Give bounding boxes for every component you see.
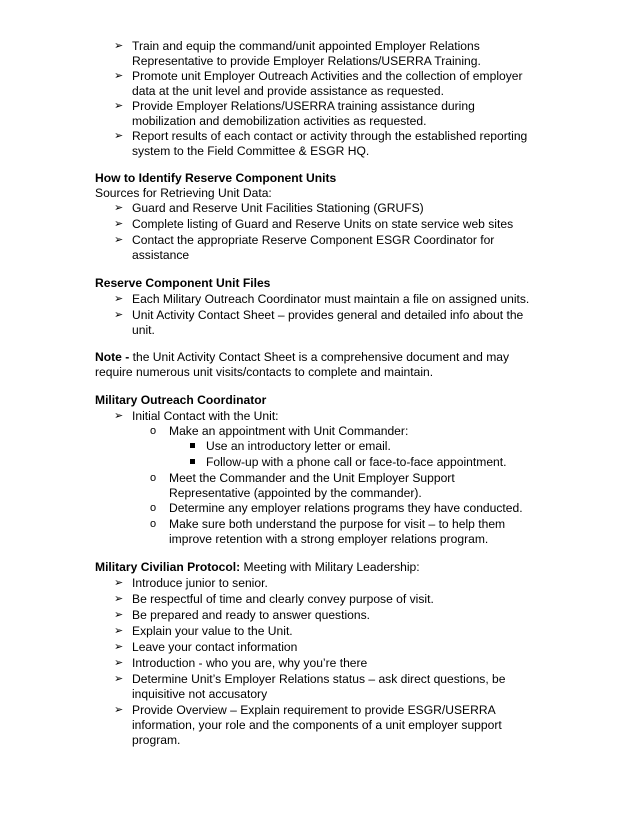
arrow-bullet-icon: ➢ [114, 673, 124, 685]
section-heading-bold: Military Civilian Protocol: [95, 560, 241, 574]
section-heading-rest: Meeting with Military Leadership: [240, 560, 420, 574]
arrow-bullet-icon: ➢ [114, 234, 124, 246]
list-item-line: Follow-up with a phone call or face-to-face appointment. [206, 455, 507, 469]
list-item-line: system to the Field Committee & ESGR HQ. [132, 144, 370, 158]
list-item-line: Each Military Outreach Coordinator must maintain a file on assigned units. [132, 292, 530, 306]
list-item-line: Initial Contact with the Unit: [132, 409, 279, 423]
note-text: the Unit Activity Contact Sheet is a comprehensive document and may [129, 350, 510, 364]
list-item-line: Representative (appointed by the commander). [169, 486, 422, 500]
list-item-line: Unit Activity Contact Sheet – provides general and detailed info about the [132, 308, 524, 322]
section-subheading: Sources for Retrieving Unit Data: [95, 186, 272, 200]
list-item-line: Contact the appropriate Reserve Component ESGR Coordinator for [132, 233, 495, 247]
note-line: require numerous unit visits/contacts to complete and maintain. [95, 365, 434, 379]
list-item-line: Representative to provide Employer Relations/USERRA Training. [132, 54, 481, 68]
arrow-bullet-icon: ➢ [114, 202, 124, 214]
arrow-bullet-icon: ➢ [114, 218, 124, 230]
list-item-line: Make sure both understand the purpose for visit – to help them [169, 517, 506, 531]
arrow-bullet-icon: ➢ [114, 410, 124, 422]
list-item-line: Complete listing of Guard and Reserve Units on state service web sites [132, 217, 514, 231]
note-line [95, 350, 509, 365]
circle-bullet-icon: o [150, 472, 157, 484]
section-heading: How to Identify Reserve Component Units [95, 171, 337, 185]
list-item-line: unit. [132, 323, 155, 337]
list-item-line: Be respectful of time and clearly convey purpose of visit. [132, 592, 434, 606]
list-item-line: Provide Employer Relations/USERRA training assistance during [132, 99, 475, 113]
list-item-line: Train and equip the command/unit appointed Employer Relations [132, 39, 480, 53]
arrow-bullet-icon: ➢ [114, 625, 124, 637]
list-item-line: Promote unit Employer Outreach Activities and the collection of employer [132, 69, 523, 83]
list-item-line: Be prepared and ready to answer questions. [132, 608, 370, 622]
list-item-line: Make an appointment with Unit Commander: [169, 424, 409, 438]
list-item-line: information, your role and the components of a unit employer support [132, 718, 502, 732]
list-item-line: Report results of each contact or activity through the established reporting [132, 129, 528, 143]
arrow-bullet-icon: ➢ [114, 309, 124, 321]
section-heading [95, 560, 420, 575]
list-item-line: data at the unit level and provide assistance as requested. [132, 84, 444, 98]
arrow-bullet-icon: ➢ [114, 593, 124, 605]
square-bullet-icon [190, 459, 195, 464]
list-item-line: Determine Unit’s Employer Relations status – ask direct questions, be [132, 672, 506, 686]
section-heading: Military Outreach Coordinator [95, 393, 267, 407]
list-item-line: Determine any employer relations programs they have conducted. [169, 501, 523, 515]
arrow-bullet-icon: ➢ [114, 657, 124, 669]
arrow-bullet-icon: ➢ [114, 641, 124, 653]
list-item-line: program. [132, 733, 181, 747]
list-item-line: Guard and Reserve Unit Facilities Stationing (GRUFS) [132, 201, 424, 215]
arrow-bullet-icon: ➢ [114, 70, 124, 82]
list-item-line: assistance [132, 248, 190, 262]
arrow-bullet-icon: ➢ [114, 577, 124, 589]
arrow-bullet-icon: ➢ [114, 100, 124, 112]
list-item-line: mobilization and demobilization activities as requested. [132, 114, 427, 128]
section-heading: Reserve Component Unit Files [95, 276, 271, 290]
arrow-bullet-icon: ➢ [114, 130, 124, 142]
list-item-line: inquisitive not accusatory [132, 687, 268, 701]
list-item-line: Leave your contact information [132, 640, 298, 654]
circle-bullet-icon: o [150, 518, 157, 530]
list-item-line: Introduction - who you are, why you’re there [132, 656, 368, 670]
arrow-bullet-icon: ➢ [114, 293, 124, 305]
list-item-line: Explain your value to the Unit. [132, 624, 293, 638]
arrow-bullet-icon: ➢ [114, 704, 124, 716]
square-bullet-icon [190, 443, 195, 448]
circle-bullet-icon: o [150, 502, 157, 514]
arrow-bullet-icon: ➢ [114, 609, 124, 621]
circle-bullet-icon: o [150, 425, 157, 437]
list-item-line: Meet the Commander and the Unit Employer Support [169, 471, 455, 485]
list-item-line: Provide Overview – Explain requirement to provide ESGR/USERRA [132, 703, 496, 717]
list-item-line: improve retention with a strong employer relations program. [169, 532, 489, 546]
list-item-line: Introduce junior to senior. [132, 576, 268, 590]
note-label: Note - [95, 350, 130, 364]
list-item-line: Use an introductory letter or email. [206, 439, 391, 453]
arrow-bullet-icon: ➢ [114, 40, 124, 52]
